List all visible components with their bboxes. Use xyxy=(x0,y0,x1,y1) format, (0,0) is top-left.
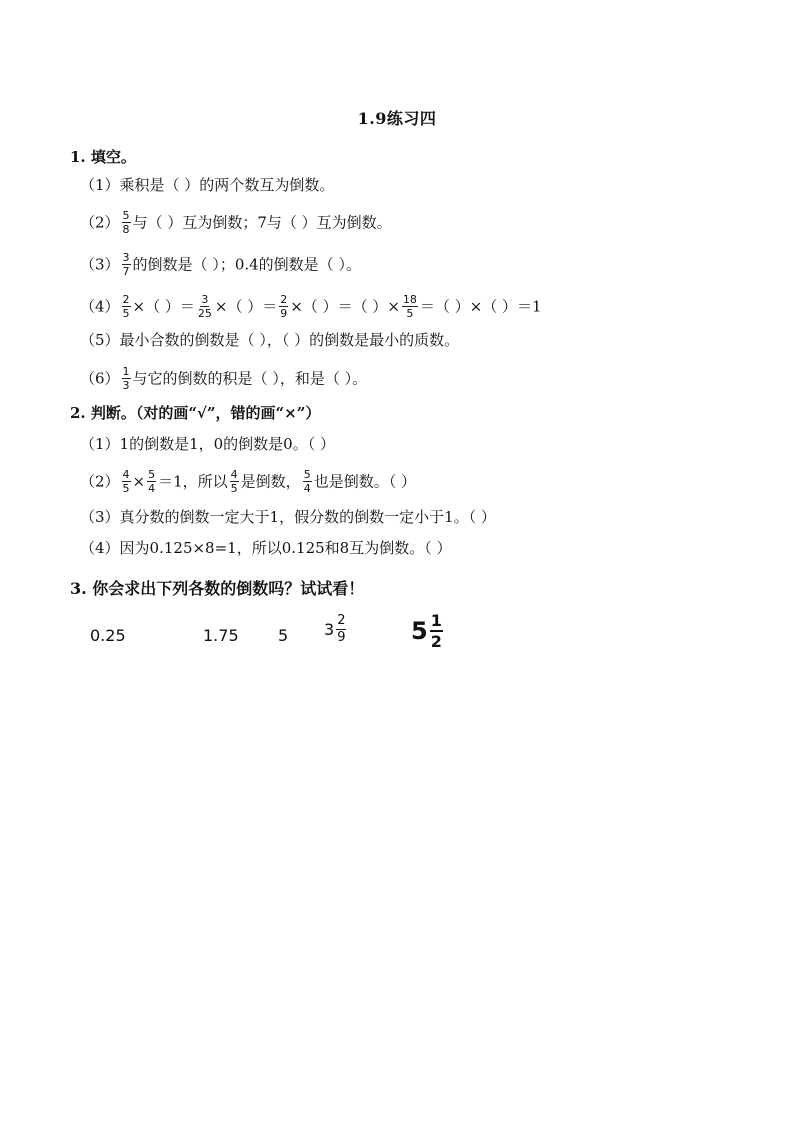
fraction: $\frac{5}{4}$ xyxy=(303,468,311,495)
fraction: $\frac{5}{8}$ xyxy=(122,209,130,236)
s1-question-4: （4） $\frac{2}{5}$ ×（ ）＝ $\frac{3}{25}$ ×（ ）＝ $\frac{2}{9}$ ×（ ）＝（ ）× $\frac{18}{5}$ ＝（ ）×（ ）＝1 xyxy=(80,293,542,320)
mixed-number-3-2-9: 3 $\frac{2}{9}$ xyxy=(324,613,346,645)
section2-heading: 2. 判断。（对的画“√”，错的画“×”） xyxy=(70,404,321,422)
fraction: $\frac{18}{5}$ xyxy=(402,293,417,320)
section1-heading: 1. 填空。 xyxy=(70,148,136,166)
fraction: $\frac{2}{9}$ xyxy=(280,293,288,320)
s2-question-4: （4）因为0.125×8=1，所以0.125和8互为倒数。（ ） xyxy=(80,539,452,557)
number-1-75: 1.75 xyxy=(203,626,239,645)
fraction: $\frac{1}{3}$ xyxy=(122,365,130,392)
fraction: $\frac{2}{5}$ xyxy=(122,293,130,320)
s2-question-2: （2） $\frac{4}{5}$ × $\frac{5}{4}$ ＝1，所以 $\frac{4}{5}$ 是倒数， $\frac{5}{4}$ 也是倒数。（ ） xyxy=(80,468,416,495)
s2-question-3: （3）真分数的倒数一定大于1，假分数的倒数一定小于1。（ ） xyxy=(80,508,496,526)
fraction: $\frac{1}{2}$ xyxy=(430,611,442,651)
s2-question-1: （1）1的倒数是1，0的倒数是0。（ ） xyxy=(80,435,335,453)
s1-question-6: （6） $\frac{1}{3}$ 与它的倒数的积是（ ），和是（ ）。 xyxy=(80,365,368,392)
page-title: 1.9练习四 xyxy=(357,109,437,128)
s1-question-2: （2） $\frac{5}{8}$ 与（ ）互为倒数；7与（ ）互为倒数。 xyxy=(80,209,392,236)
fraction: $\frac{4}{5}$ xyxy=(230,468,238,495)
number-0-25: 0.25 xyxy=(90,626,126,645)
fraction: $\frac{3}{7}$ xyxy=(122,251,130,278)
fraction: $\frac{3}{25}$ xyxy=(197,293,212,320)
fraction: $\frac{4}{5}$ xyxy=(122,468,130,495)
number-5: 5 xyxy=(278,626,289,645)
fraction: $\frac{5}{4}$ xyxy=(148,468,156,495)
fraction: $\frac{2}{9}$ xyxy=(337,613,346,645)
s1-question-1: （1）乘积是（ ）的两个数互为倒数。 xyxy=(80,176,335,194)
mixed-number-5-1-2: 5 $\frac{1}{2}$ xyxy=(411,611,442,651)
s1-question-5: （5）最小合数的倒数是（ ），（ ）的倒数是最小的质数。 xyxy=(80,331,460,349)
s1-question-3: （3） $\frac{3}{7}$ 的倒数是（ ）；0.4的倒数是（ ）。 xyxy=(80,251,361,278)
section3-heading: 3. 你会求出下列各数的倒数吗？试试看！ xyxy=(70,579,365,598)
